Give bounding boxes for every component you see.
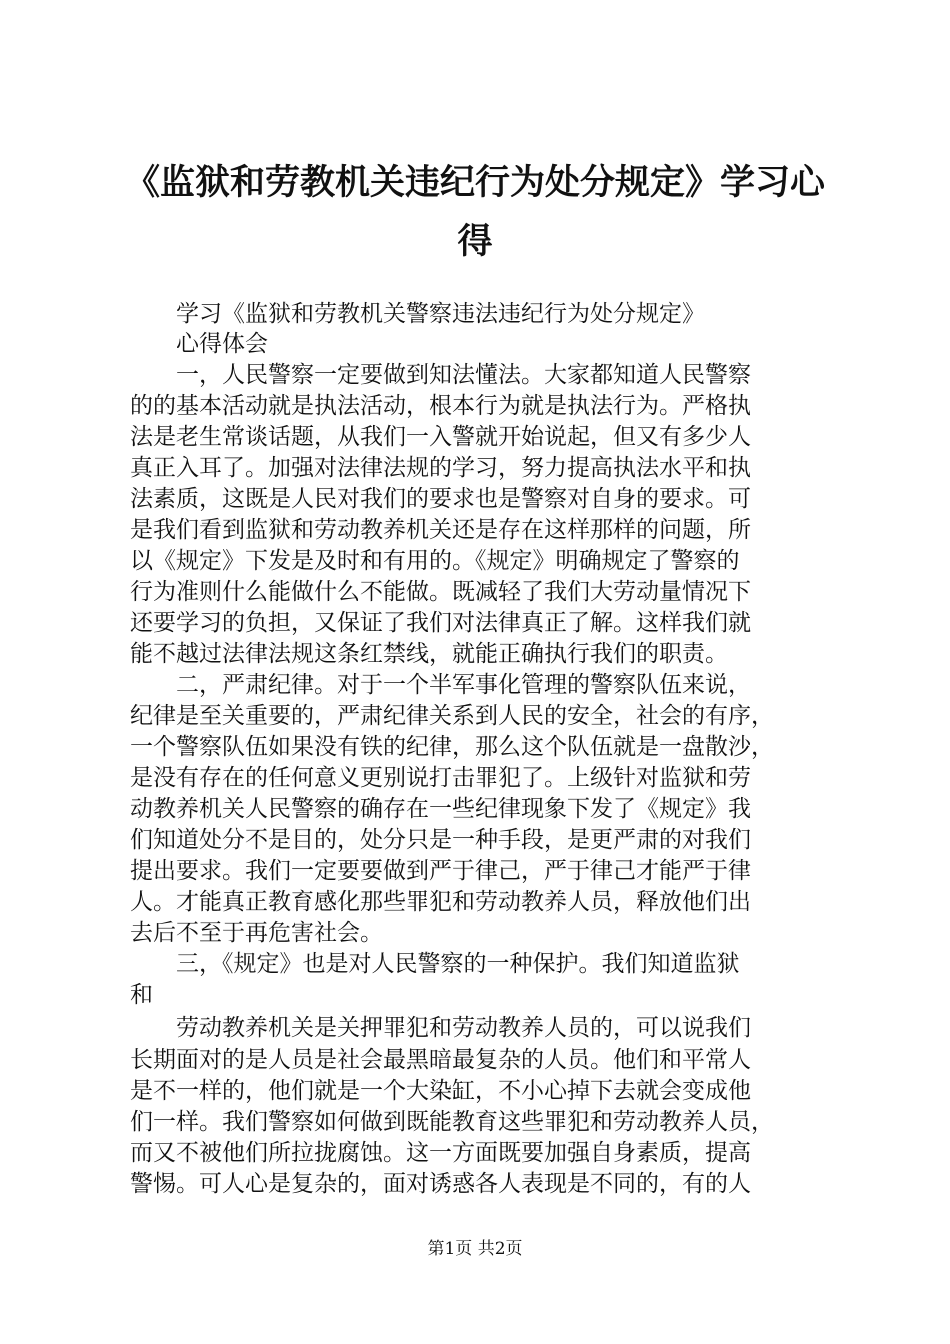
body-line: 们知道处分不是目的，处分只是一种手段，是更严肃的对我们 bbox=[130, 827, 751, 853]
title-line: 得 bbox=[457, 222, 493, 262]
body-line: 纪律是至关重要的，严肃纪律关系到人民的安全，社会的有序， bbox=[130, 703, 774, 729]
body-line: 法素质，这既是人民对我们的要求也是警察对自身的要求。可 bbox=[130, 486, 751, 512]
body-line: 警惕。可人心是复杂的，面对诱惑各人表现是不同的，有的人 bbox=[130, 1171, 751, 1197]
body-line: 长期面对的是人员是社会最黑暗最复杂的人员。他们和平常人 bbox=[130, 1047, 751, 1073]
body-line: 三，《规定》也是对人民警察的一种保护。我们知道监狱 bbox=[130, 951, 740, 977]
body-line: 心得体会 bbox=[130, 331, 268, 357]
body-line: 一个警察队伍如果没有铁的纪律，那么这个队伍就是一盘散沙， bbox=[130, 734, 774, 760]
body-line: 还要学习的负担，又保证了我们对法律真正了解。这样我们就 bbox=[130, 610, 751, 636]
body-line: 法是老生常谈话题，从我们一入警就开始说起，但又有多少人 bbox=[130, 424, 751, 450]
title-line: 《监狱和劳教机关违纪行为处分规定》学习心 bbox=[124, 163, 825, 203]
body-line: 的的基本活动就是执法活动，根本行为就是执法行为。严格执 bbox=[130, 393, 751, 419]
body-line: 二，严肃纪律。对于一个半军事化管理的警察队伍来说， bbox=[130, 672, 751, 698]
body-line: 行为准则什么能做什么不能做。既减轻了我们大劳动量情况下 bbox=[130, 579, 751, 605]
body-line: 能不越过法律法规这条红禁线，就能正确执行我们的职责。 bbox=[130, 641, 728, 667]
body-line: 是我们看到监狱和劳动教养机关还是存在这样那样的问题，所 bbox=[130, 517, 751, 543]
page-footer: 第1页 共2页 bbox=[427, 1239, 523, 1259]
body-line: 是不一样的，他们就是一个大染缸，不小心掉下去就会变成他 bbox=[130, 1078, 751, 1104]
body-line: 真正入耳了。加强对法律法规的学习，努力提高执法水平和执 bbox=[130, 455, 751, 481]
body-line: 学习《监狱和劳教机关警察违法违纪行为处分规定》 bbox=[130, 301, 705, 327]
body-line: 动教养机关人民警察的确存在一些纪律现象下发了《规定》我 bbox=[130, 796, 751, 822]
body-line: 一，人民警察一定要做到知法懂法。大家都知道人民警察 bbox=[130, 362, 751, 388]
body-line: 而又不被他们所拉拢腐蚀。这一方面既要加强自身素质，提高 bbox=[130, 1140, 751, 1166]
body-line: 去后不至于再危害社会。 bbox=[130, 920, 383, 946]
body-line: 们一样。我们警察如何做到既能教育这些罪犯和劳动教养人员， bbox=[130, 1109, 774, 1135]
body-line: 劳动教养机关是关押罪犯和劳动教养人员的，可以说我们 bbox=[130, 1015, 751, 1041]
body-line: 和 bbox=[130, 982, 153, 1008]
body-line: 以《规定》下发是及时和有用的。《规定》明确规定了警察的 bbox=[130, 548, 740, 574]
body-line: 人。才能真正教育感化那些罪犯和劳动教养人员，释放他们出 bbox=[130, 889, 751, 915]
body-line: 提出要求。我们一定要要做到严于律己，严于律己才能严于律 bbox=[130, 858, 751, 884]
body-line: 是没有存在的任何意义更别说打击罪犯了。上级针对监狱和劳 bbox=[130, 765, 751, 791]
